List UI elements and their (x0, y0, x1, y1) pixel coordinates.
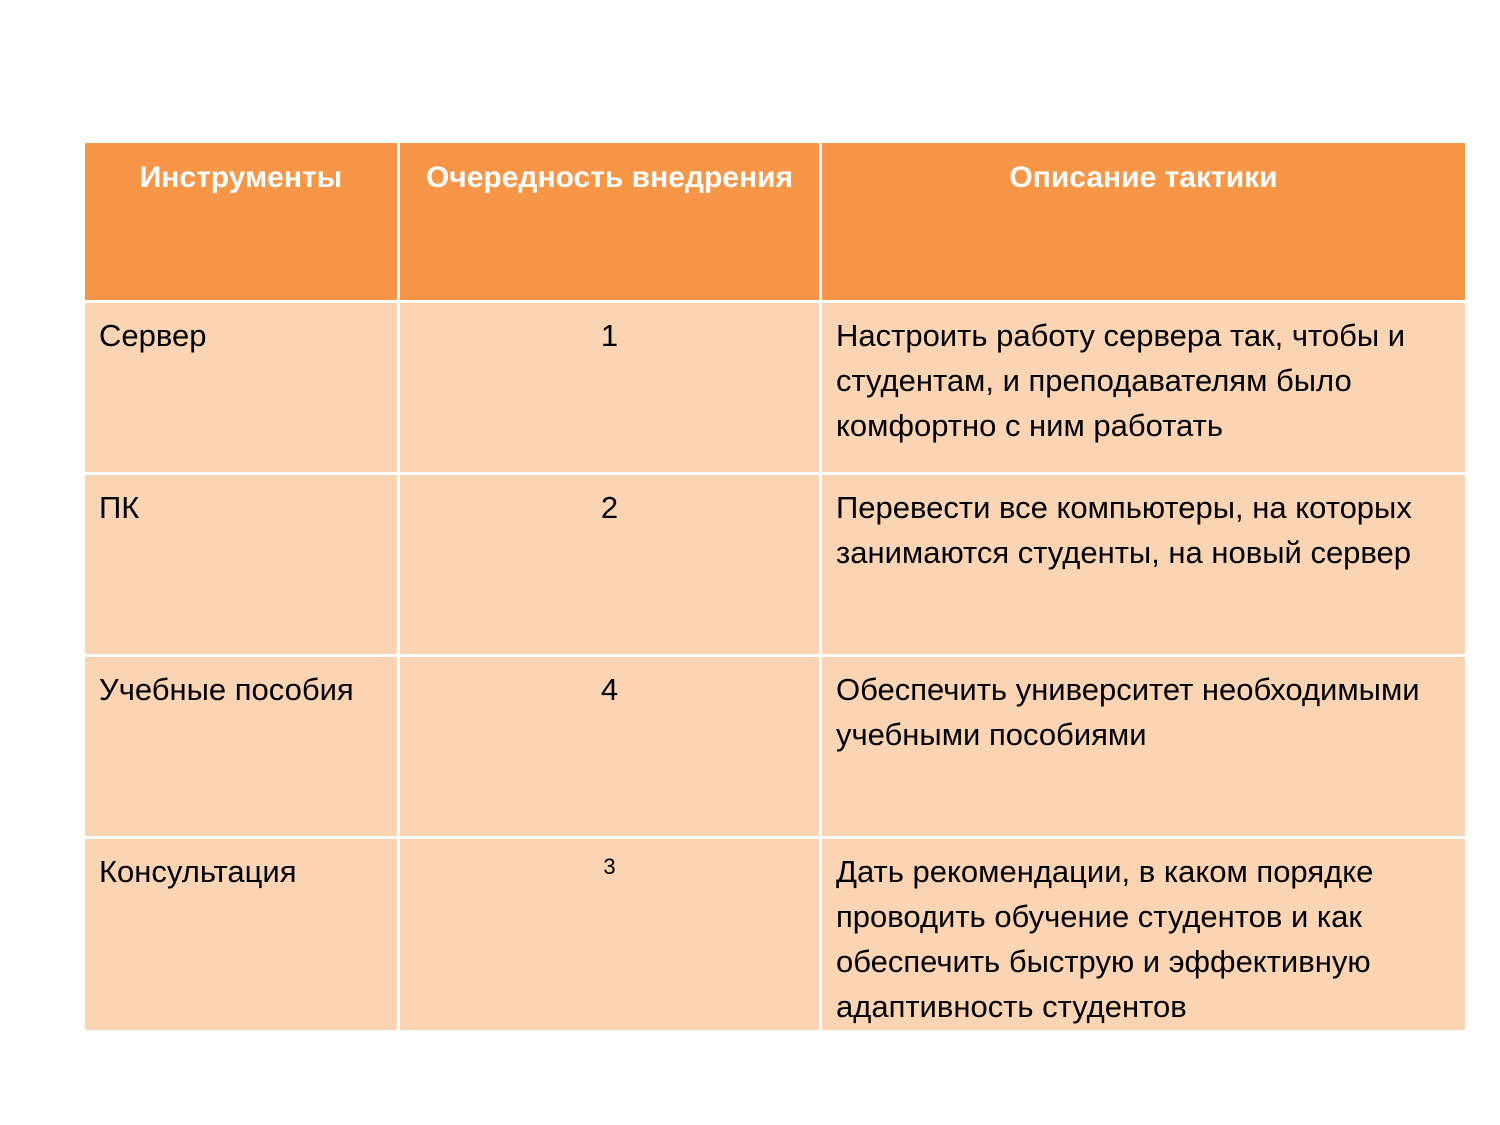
cell-tool: Учебные пособия (84, 656, 399, 838)
cell-description: Настроить работу сервера так, чтобы и студентам, и преподавателям было комфортно с ним работать (821, 302, 1467, 474)
table-header-row (84, 142, 1467, 302)
header-priority: Очередность внедрения (399, 142, 821, 302)
cell-description: Обеспечить университет необходимыми учебными пособиями (821, 656, 1467, 838)
cell-tool: ПК (84, 474, 399, 656)
table-row (84, 302, 1467, 474)
header-description: Описание тактики (821, 142, 1467, 302)
cell-tool: Консультация (84, 838, 399, 1032)
header-tools: Инструменты (84, 142, 399, 302)
cell-priority: 4 (399, 656, 821, 838)
table-row (84, 838, 1467, 1032)
table-row (84, 656, 1467, 838)
cell-tool: Сервер (84, 302, 399, 474)
cell-priority: 2 (399, 474, 821, 656)
cell-priority: 1 (399, 302, 821, 474)
cell-description: Перевести все компьютеры, на которых занимаются студенты, на новый сервер (821, 474, 1467, 656)
table-row (84, 474, 1467, 656)
cell-description: Дать рекомендации, в каком порядке проводить обучение студентов и как обеспечить быструю и эффективную адаптивность студентов (821, 838, 1467, 1032)
cell-priority: 3 (399, 838, 821, 1032)
tactics-table (82, 140, 1468, 1033)
